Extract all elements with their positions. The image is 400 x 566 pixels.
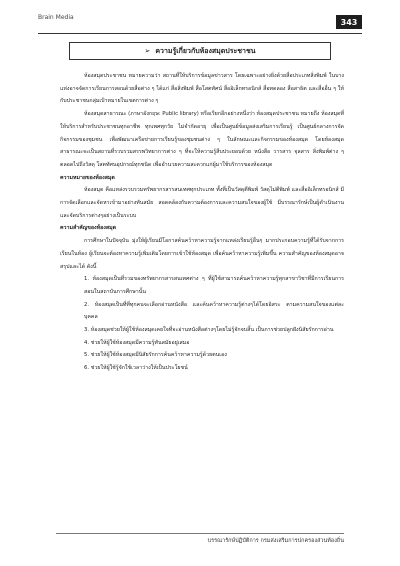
header-divider — [38, 33, 362, 34]
paragraph-public-library-description: ห้องสมุดสาธารณะ (ภาษาอังกฤษ: Public library) หรือเรียกอีกอย่างหนึ่งว่า ห้องสมุดประชาชน หมายถึง ห้องสมุดที่ให้บริการสำหรับประชาชนทุกอาชีพ ทุกเพศทุกวัย ไม่จำกัดอายุ เพื่อเป็นศูนย์ข้อมูลส่งเสริมการเรียนรู้ เป็นศูนย์กลางการจัดกิจกรรมของชุมชน เพื่อพัฒนาเครือข่ายการเรียนรู้ของชุมชนต่าง ๆ ในลักษณะและกิจกรรมของห้องสมุด โดยห้องสมุดสาธารณะจะเป็นสถานที่รวบรวมสรรพวิทยาการต่าง ๆ ที่จะให้ความรู้สืบประยอบด้วย หนังสือ วารสาร จุลสาร สิ่งพิมพ์ต่าง ๆ ตลอดไปถึงวัสดุ โสตทัศนอุปกรณ์ทุกชนิด เพื่ออำนวยความสะดวกแก่ผู้มาใช้บริการของห้องสมุด — [60, 111, 344, 168]
heading-library-meaning: ความหมายของห้องสมุด — [60, 174, 115, 181]
section-title-box — [69, 42, 331, 60]
document-body — [60, 70, 344, 375]
page-number-badge: 343 — [336, 15, 362, 29]
footer-text: บรรณารักษ์ปฏิบัติการ กรมส่งเสริมการปกครองส่วนท้องถิ่น — [207, 538, 344, 544]
list-item: 3. ห้องสมุดช่วยให้ผู้ใช้ห้องสมุดเคยใจที่จะอ่านหนังสือต่างๆโดยไม่รู้จักจบสิ้น เป็นการช่วยปลูกฝังนิสัยรักการอ่าน — [84, 327, 334, 334]
section-title: ความรู้เกี่ยวกับห้องสมุดประชาชน — [155, 46, 256, 55]
list-item: 2. ห้องสมุดเป็นที่ที่ทุกคนจะเลือกอ่านหนังสือ และค้นคว้าหาความรู้ต่างๆได้โดยอิสระ ตามความสนใจของแต่ละบุคคล — [84, 301, 344, 321]
list-item: 4. ช่วยให้ผู้ใช้ห้องสมุดมีความรู้ทันสมัยอยู่เสมอ — [84, 339, 190, 346]
paragraph-library-importance-intro: การศึกษาในปัจจุบัน มุ่งให้ผู้เรียนมีโอกาสค้นคว้าหาความรู้จากแหล่งเรียนรู้อื่นๆ มากประกอบความรู้ที่ได้รับจากการเรียนในห้อง ผู้เรียนจะต้องหาความรู้เพิ่มเติมโดยการเข้าใช้ห้องสมุด เพื่อค้นคว้าหาความรู้เพิ่มขึ้น ความสำคัญของห้องสมุดอาจสรุปและได้ ดังนี้ — [60, 238, 344, 270]
footer-divider — [56, 533, 344, 534]
heading-library-importance: ความสำคัญของห้องสมุด — [60, 225, 117, 232]
paragraph-library-meaning: ห้องสมุด คือแหล่งรวบรวมทรัพยากรสารสนเทศทุกประเภท ทั้งที่เป็นวัสดุตีพิมพ์ วัสดุไม่ตีพิมพ์ และสื่ออิเล็กทรอนิกส์ มีการจัดเลือกและจัดหาเข้ามาอย่างทันสมัย สอดคล้องกับความต้องการและความสนใจของผู้ใช้ มีบรรณารักษ์เป็นผู้ดำเนินงานและจัดบริการต่างๆอย่างเป็นระบบ — [60, 187, 344, 219]
arrow-bullet-icon: ➢ — [144, 47, 151, 55]
paragraph-public-library-definition: ห้องสมุดประชาชน หมายความว่า สถานที่ให้บริการข้อมูลข่าวสาร โดยเฉพาะอย่างยิ่งด้วยสื่อประเภทสิ่งพิมพ์ ในบางแห่งอาจจัดการเรียนการสอนด้วยสื่อต่าง ๆ ได้แก่ สื่อสิ่งพิมพ์ สื่อโสตทัศน์ สื่ออิเล็กทรอนิกส์ สื่อทดลอง สื่อสาธิต และสื่ออื่น ๆ ให้กับประชาชนกลุ่มเป้าหมายในเขตการต่าง ๆ — [60, 73, 344, 105]
list-item: 1. ห้องสมุดเป็นที่รวมของทรัพยากรสารสนเทศต่าง ๆ ที่ผู้ใช้สามารถค้นคว้าหาความรู้ทุกสาขาวิชาที่มีการเรียนการสอนในสถาบันการศึกษานั้น — [84, 276, 344, 295]
list-item: 5. ช่วยให้ผู้ใช้ห้องสมุดมีนิสัยรักการค้นคว้าหาความรู้ด้วยตนเอง — [84, 352, 227, 359]
list-item: 6. ช่วยให้ผู้ใช้รู้จักใช้เวลาว่างให้เป็นประโยชน์ — [84, 365, 188, 372]
publisher-name: Brain Media — [38, 14, 74, 21]
